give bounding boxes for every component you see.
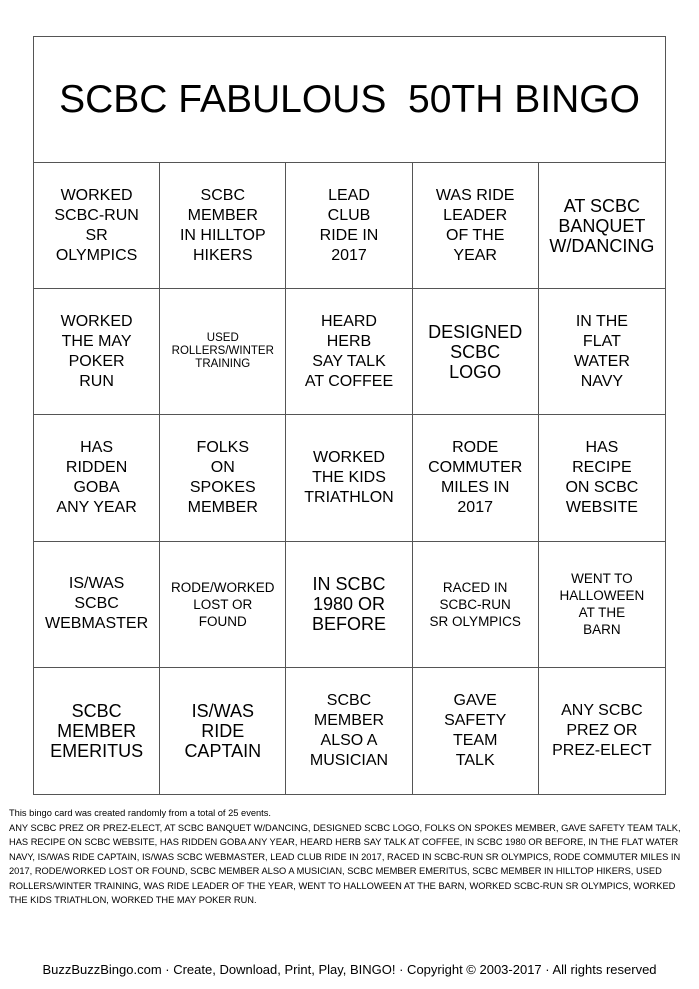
bingo-cell[interactable]: RACED IN SCBC-RUN SR OLYMPICS bbox=[413, 542, 539, 668]
bingo-cell[interactable]: SCBC MEMBER IN HILLTOP HIKERS bbox=[160, 163, 286, 289]
bingo-cell[interactable]: FOLKS ON SPOKES MEMBER bbox=[160, 415, 286, 541]
bingo-cell[interactable]: IN THE FLAT WATER NAVY bbox=[539, 289, 665, 415]
bingo-cell[interactable]: IS/WAS RIDE CAPTAIN bbox=[160, 668, 286, 794]
footer-copyright: BuzzBuzzBingo.com · Create, Download, Print, Play, BINGO! · Copyright © 2003-2017 · All rights reserved bbox=[42, 962, 657, 977]
bingo-cell[interactable]: IN SCBC 1980 OR BEFORE bbox=[286, 542, 412, 668]
bingo-cell[interactable]: LEAD CLUB RIDE IN 2017 bbox=[286, 163, 412, 289]
bingo-cell[interactable]: RODE COMMUTER MILES IN 2017 bbox=[413, 415, 539, 541]
bingo-cell[interactable]: AT SCBC BANQUET W/DANCING bbox=[539, 163, 665, 289]
bingo-cell[interactable]: HAS RECIPE ON SCBC WEBSITE bbox=[539, 415, 665, 541]
bingo-cell[interactable]: WAS RIDE LEADER OF THE YEAR bbox=[413, 163, 539, 289]
bingo-cell[interactable]: WORKED THE KIDS TRIATHLON bbox=[286, 415, 412, 541]
bingo-cell[interactable]: HEARD HERB SAY TALK AT COFFEE bbox=[286, 289, 412, 415]
bingo-cell[interactable]: IS/WAS SCBC WEBMASTER bbox=[34, 542, 160, 668]
card-notes bbox=[9, 806, 693, 908]
notes-intro: This bingo card was created randomly from a total of 25 events. bbox=[9, 808, 271, 818]
bingo-cell[interactable]: RODE/WORKED LOST OR FOUND bbox=[160, 542, 286, 668]
bingo-cell[interactable]: WENT TO HALLOWEEN AT THE BARN bbox=[539, 542, 665, 668]
bingo-cell[interactable]: GAVE SAFETY TEAM TALK bbox=[413, 668, 539, 794]
notes-event-list: ANY SCBC PREZ OR PREZ-ELECT, AT SCBC BANQUET W/DANCING, DESIGNED SCBC LOGO, FOLKS ON SPOKES MEMBER, GAVE SAFETY TEAM TALK, HAS RECIPE ON SCBC WEBSITE, HAS RIDDEN GOBA ANY YEAR, HEARD HERB SAY TALK AT COFFEE, IN SCBC 1980 OR BEFORE, IN THE FLAT WATER NAVY, IS/WAS RIDE CAPTAIN, IS/WAS SCBC WEBMASTER, LEAD CLUB RIDE IN 2017, RACED IN SCBC-RUN SR OLYMPICS, RODE COMMUTER MILES IN 2017, RODE/WORKED LOST OR FOUND, SCBC MEMBER ALSO A MUSICIAN, SCBC MEMBER EMERITUS, SCBC MEMBER IN HILLTOP HIKERS, USED ROLLERS/WINTER TRAINING, WAS RIDE LEADER OF THE YEAR, WENT TO HALLOWEEN AT THE BARN, WORKED SCBC-RUN SR OLYMPICS, WORKED THE KIDS TRIATHLON, WORKED THE MAY POKER RUN. bbox=[9, 822, 681, 905]
card-title: SCBC FABULOUS 50TH BINGO bbox=[34, 37, 665, 163]
bingo-cell[interactable]: HAS RIDDEN GOBA ANY YEAR bbox=[34, 415, 160, 541]
bingo-grid bbox=[34, 163, 665, 794]
bingo-cell[interactable]: DESIGNED SCBC LOGO bbox=[413, 289, 539, 415]
bingo-cell[interactable]: WORKED THE MAY POKER RUN bbox=[34, 289, 160, 415]
bingo-cell[interactable]: USED ROLLERS/WINTER TRAINING bbox=[160, 289, 286, 415]
bingo-cell[interactable]: WORKED SCBC-RUN SR OLYMPICS bbox=[34, 163, 160, 289]
bingo-cell[interactable]: SCBC MEMBER EMERITUS bbox=[34, 668, 160, 794]
bingo-card bbox=[33, 36, 666, 795]
bingo-cell[interactable]: ANY SCBC PREZ OR PREZ-ELECT bbox=[552, 701, 652, 759]
bingo-cell[interactable]: SCBC MEMBER ALSO A MUSICIAN bbox=[286, 668, 412, 794]
